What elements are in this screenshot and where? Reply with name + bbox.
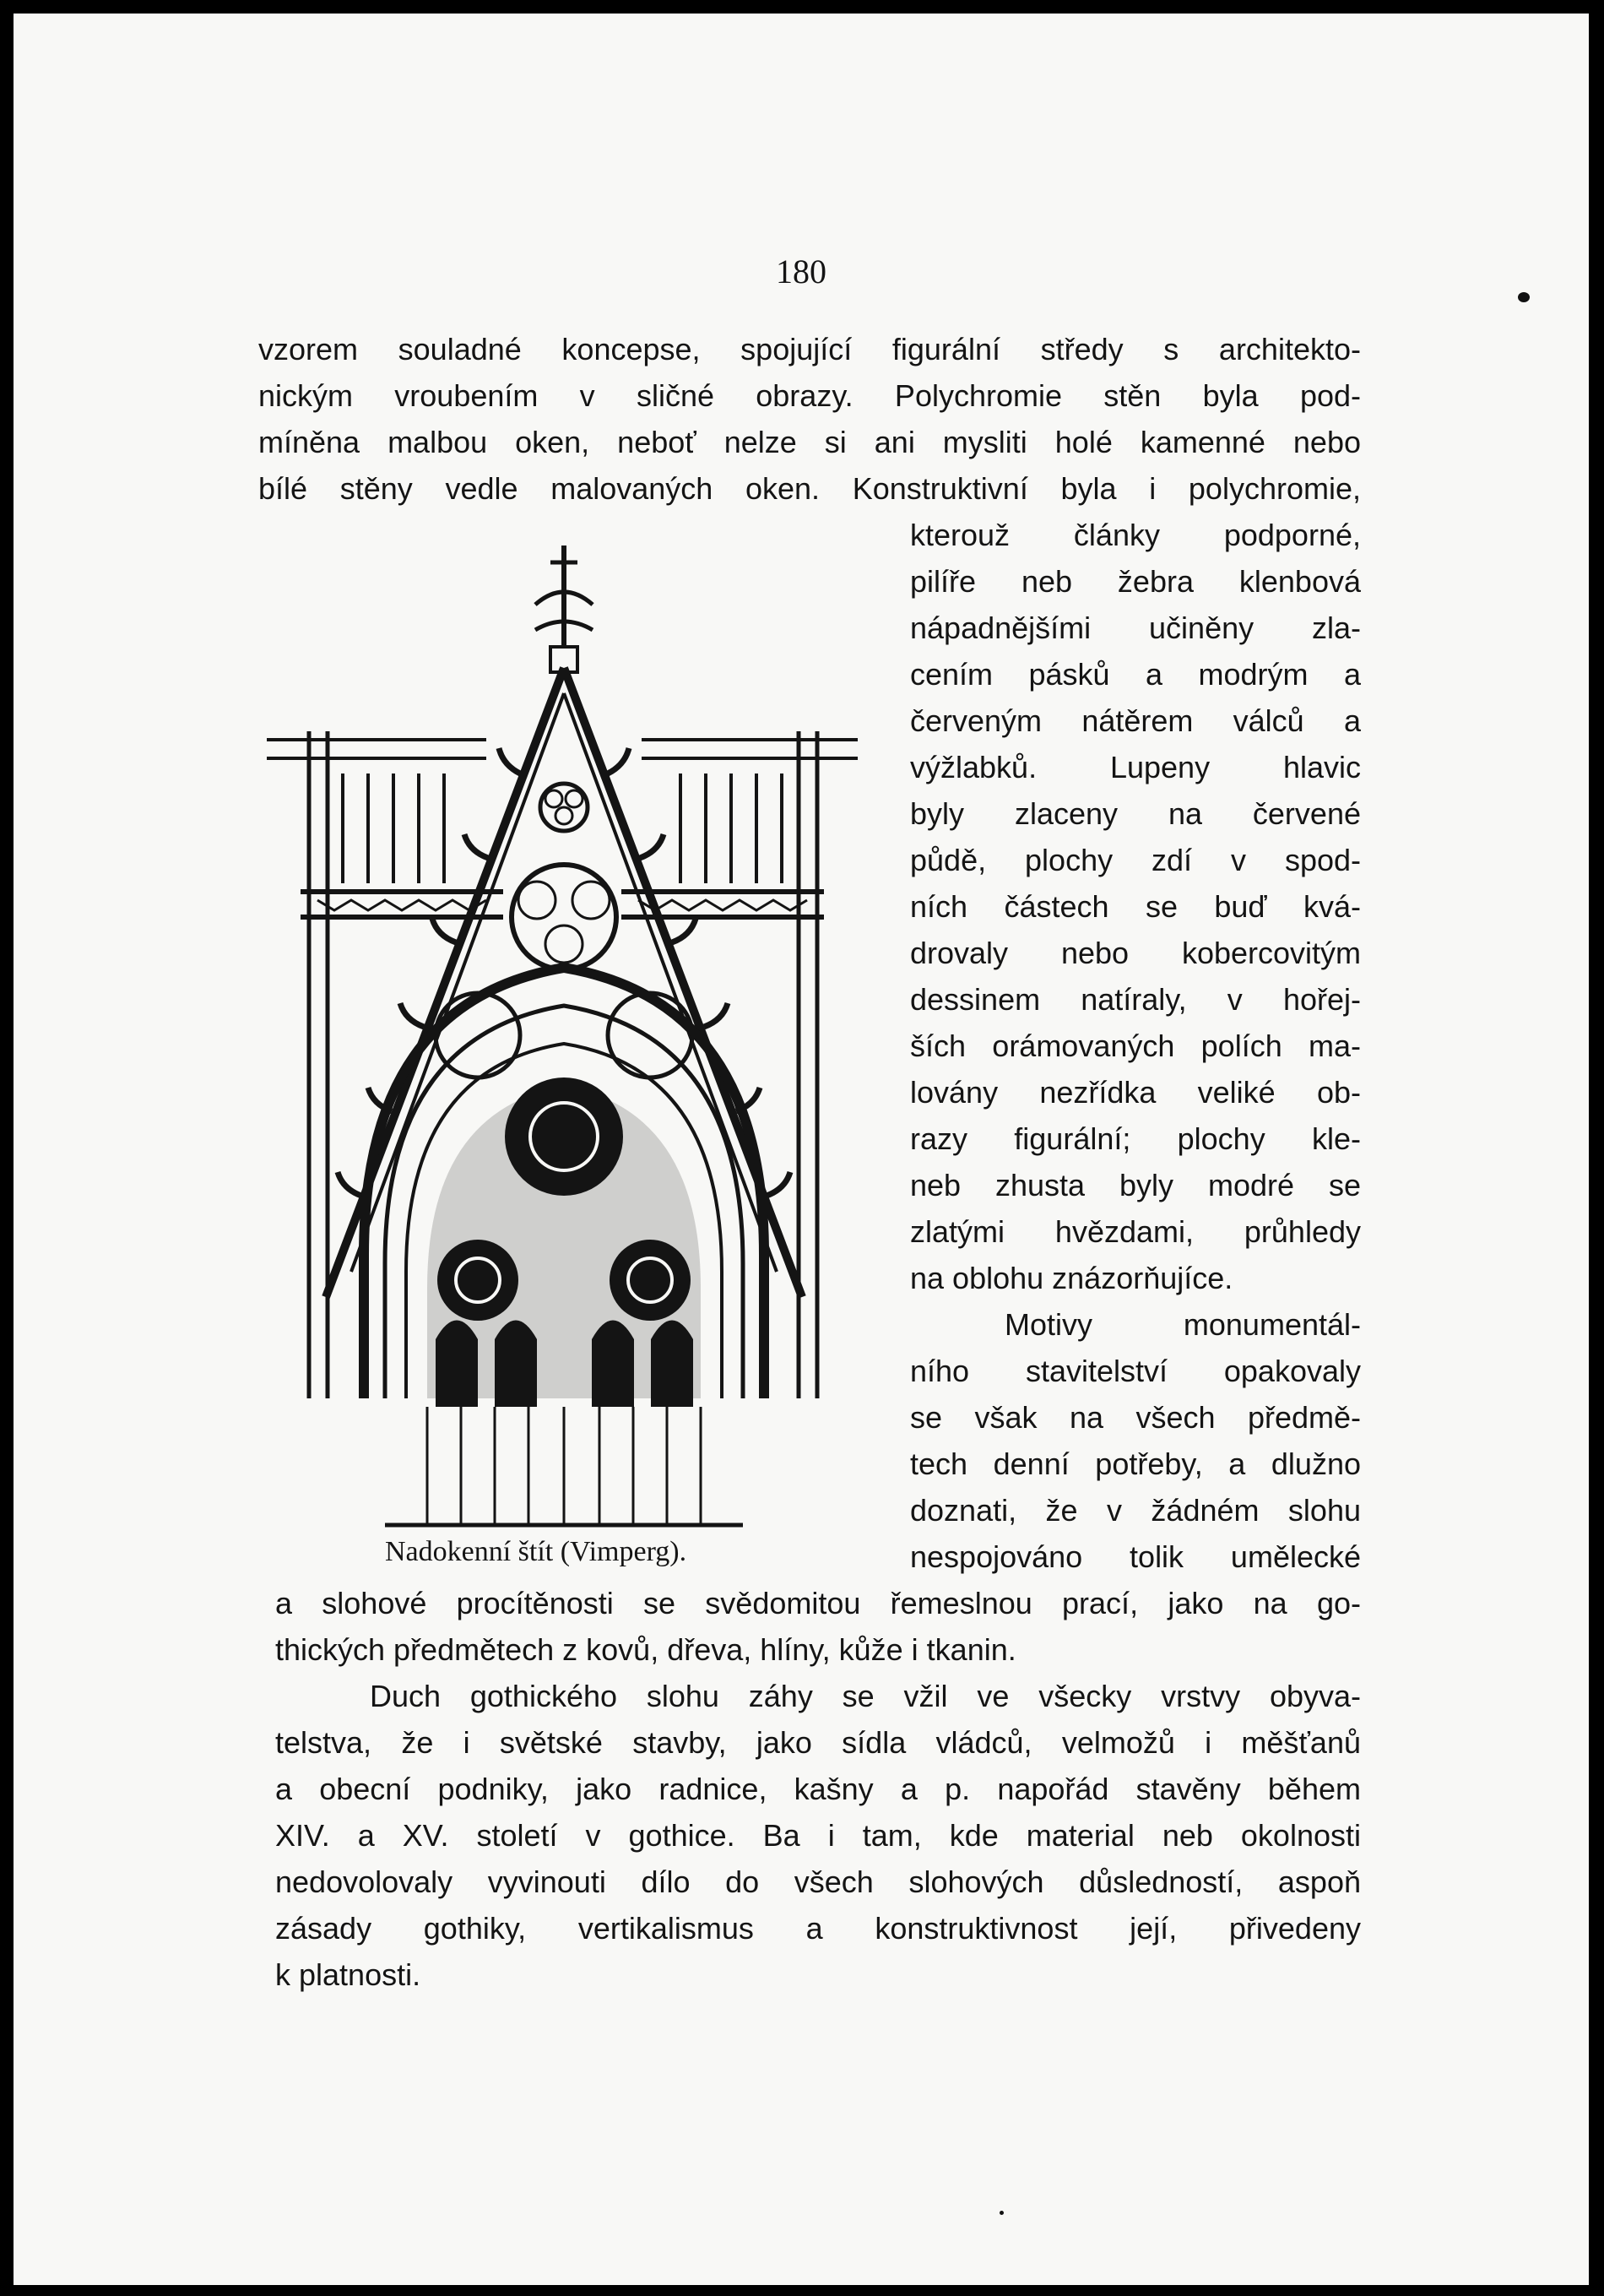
text-line: půdě, plochy zdí v spod-	[910, 843, 1361, 877]
text-line: pilíře neb žebra klenbová	[910, 564, 1361, 599]
ink-speck	[1000, 2211, 1004, 2215]
page-number: 180	[776, 252, 826, 290]
text-line: nespojováno tolik umělecké	[910, 1539, 1361, 1574]
text-line: k platnosti.	[275, 1957, 421, 1992]
text-line: zásady gothiky, vertikalismus a konstruktivnost její, přivedeny	[275, 1911, 1361, 1946]
text-line: ších orámovaných polích ma-	[910, 1029, 1361, 1063]
text-line: XIV. a XV. století v gothice. Ba i tam, kde material neb okolnosti	[275, 1818, 1361, 1853]
text-line: neb zhusta byly modré se	[910, 1168, 1361, 1202]
text-line: zlatými hvězdami, průhledy	[910, 1214, 1361, 1249]
text-line: a slohové procítěnosti se svědomitou řemeslnou prací, jako na go-	[275, 1586, 1361, 1620]
text-line: cením pásků a modrým a	[910, 657, 1361, 692]
gothic-gable-illustration	[267, 529, 858, 1533]
text-line: thických předmětech z kovů, dřeva, hlíny, kůže i tkanin.	[275, 1632, 1016, 1667]
text-line: červeným nátěrem válců a	[910, 703, 1361, 738]
text-line: telstva, že i světské stavby, jako sídla vládců, velmožů i měšťanů	[275, 1725, 1361, 1760]
text-line: Motivy monumentál-	[1005, 1307, 1361, 1342]
text-line: výžlabků. Lupeny hlavic	[910, 750, 1361, 784]
text-line: tech denní potřeby, a dlužno	[910, 1447, 1361, 1481]
text-line: míněna malbou oken, neboť nelze si ani mysliti holé kamenné nebo	[258, 425, 1361, 459]
text-line: drovaly nebo kobercovitým	[910, 936, 1361, 970]
text-line: Duch gothického slohu záhy se vžil ve všecky vrstvy obyva-	[370, 1679, 1361, 1713]
text-line: byly zlaceny na červené	[910, 796, 1361, 831]
text-line: vzorem souladné koncepse, spojující figurální středy s architekto-	[258, 332, 1361, 366]
text-line: lovány nezřídka veliké ob-	[910, 1075, 1361, 1110]
text-line: ních částech se buď kvá-	[910, 889, 1361, 924]
ink-speck	[1518, 292, 1530, 302]
text-line: kterouž články podporné,	[910, 518, 1361, 552]
figure-caption: Nadokenní štít (Vimperg).	[385, 1536, 687, 1567]
text-line: razy figurální; plochy kle-	[910, 1121, 1361, 1156]
text-line: ního stavitelství opakovaly	[910, 1354, 1361, 1388]
text-line: se však na všech předmě-	[910, 1400, 1361, 1435]
gothic-gable-window-illustration-icon	[267, 529, 858, 1533]
text-line: bílé stěny vedle malovaných oken. Konstruktivní byla i polychromie,	[258, 471, 1361, 506]
text-line: nápadnějšími učiněny zla-	[910, 611, 1361, 645]
text-line: nickým vroubením v sličné obrazy. Polychromie stěn byla pod-	[258, 378, 1361, 413]
text-line: doznati, že v žádném slohu	[910, 1493, 1361, 1528]
book-page	[14, 14, 1589, 2285]
text-line: na oblohu znázorňujíce.	[910, 1261, 1233, 1295]
text-line: nedovolovaly vyvinouti dílo do všech slohových důsledností, aspoň	[275, 1864, 1361, 1899]
text-line: a obecní podniky, jako radnice, kašny a p. napořád stavěny během	[275, 1772, 1361, 1806]
text-line: dessinem natíraly, v hořej-	[910, 982, 1361, 1017]
